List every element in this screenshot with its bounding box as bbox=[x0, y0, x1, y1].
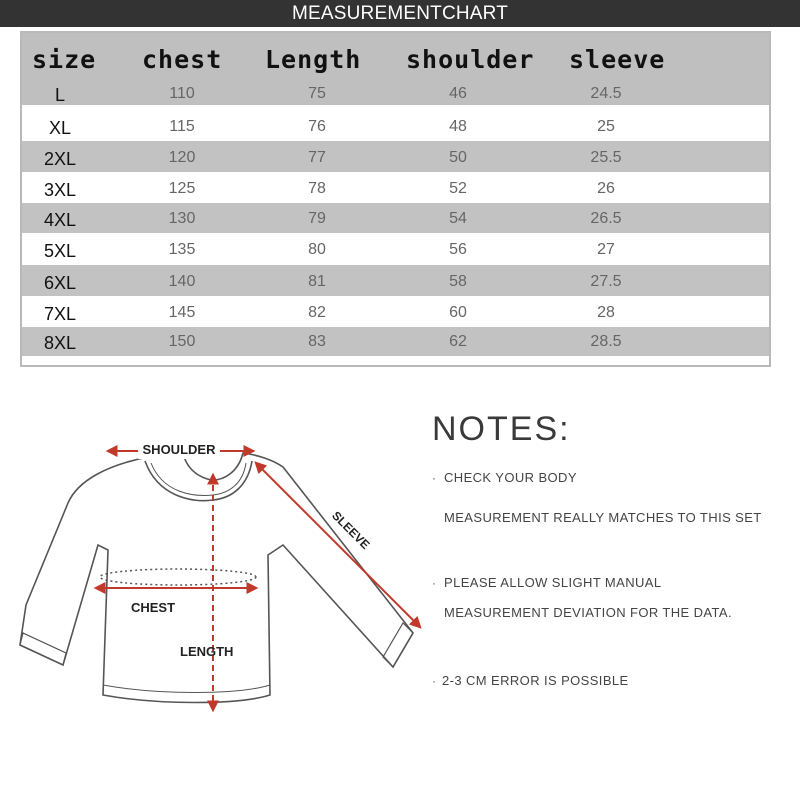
cell-shoulder: 62 bbox=[449, 333, 467, 350]
table-row bbox=[22, 327, 769, 356]
shirt-hem bbox=[103, 685, 270, 693]
chart-title: MEASUREMENTCHART bbox=[291, 3, 509, 24]
cell-size: 8XL bbox=[43, 333, 77, 353]
note-line-3: PLEASE ALLOW SLIGHT MANUAL bbox=[444, 575, 662, 590]
cell-shoulder: 54 bbox=[449, 210, 467, 227]
cell-size: 7XL bbox=[43, 304, 77, 324]
table-row bbox=[22, 233, 769, 265]
cell-chest: 130 bbox=[168, 210, 196, 227]
header-sleeve: sleeve bbox=[569, 45, 666, 74]
shirt-outline bbox=[20, 453, 413, 703]
notes-title: NOTES: bbox=[432, 410, 571, 448]
cell-sleeve: 27.5 bbox=[590, 273, 622, 290]
cell-length: 79 bbox=[308, 210, 326, 227]
header-chest: chest bbox=[142, 45, 223, 74]
cell-shoulder: 56 bbox=[449, 241, 467, 258]
cell-sleeve: 25 bbox=[597, 118, 615, 135]
cell-length: 76 bbox=[308, 118, 326, 135]
cell-chest: 135 bbox=[168, 241, 196, 258]
cell-length: 80 bbox=[308, 241, 326, 258]
cell-size: 6XL bbox=[43, 273, 77, 293]
cell-sleeve: 28.5 bbox=[590, 333, 622, 350]
cell-shoulder: 46 bbox=[449, 85, 467, 102]
cell-size: XL bbox=[48, 118, 72, 138]
header-shoulder: shoulder bbox=[406, 45, 535, 74]
cell-chest: 150 bbox=[168, 333, 196, 350]
sleeve-arrow bbox=[256, 463, 420, 627]
chest-label: CHEST bbox=[130, 600, 176, 615]
note-bullet: · bbox=[432, 471, 436, 485]
shirt-diagram bbox=[8, 405, 428, 740]
shirt-collar-rib bbox=[151, 463, 246, 495]
note-line-4: MEASUREMENT DEVIATION FOR THE DATA. bbox=[444, 605, 732, 620]
table-row bbox=[22, 265, 769, 296]
cell-size: 5XL bbox=[43, 241, 77, 261]
cell-length: 75 bbox=[308, 85, 326, 102]
note-line-5: 2-3 CM ERROR IS POSSIBLE bbox=[442, 673, 629, 688]
cell-chest: 110 bbox=[169, 85, 195, 102]
table-row bbox=[22, 203, 769, 233]
measurement-table bbox=[20, 31, 771, 367]
cell-shoulder: 52 bbox=[449, 180, 467, 197]
cell-length: 78 bbox=[308, 180, 326, 197]
cell-sleeve: 27 bbox=[597, 241, 615, 258]
chest-dotted-ellipse bbox=[100, 569, 256, 585]
table-row bbox=[22, 108, 769, 141]
table-row bbox=[22, 81, 769, 108]
cell-sleeve: 25.5 bbox=[590, 149, 622, 166]
title-banner bbox=[0, 0, 800, 27]
note-line-2: MEASUREMENT REALLY MATCHES TO THIS SET bbox=[444, 510, 762, 525]
table-row bbox=[22, 141, 769, 172]
cell-sleeve: 28 bbox=[597, 304, 615, 321]
cell-size: 4XL bbox=[43, 210, 77, 230]
cell-shoulder: 48 bbox=[449, 118, 467, 135]
table-row bbox=[22, 172, 769, 203]
cell-shoulder: 60 bbox=[449, 304, 467, 321]
cell-sleeve: 24.5 bbox=[590, 85, 622, 102]
cell-chest: 145 bbox=[168, 304, 196, 321]
cell-chest: 115 bbox=[169, 118, 195, 135]
cell-shoulder: 58 bbox=[449, 273, 467, 290]
cell-sleeve: 26.5 bbox=[590, 210, 622, 227]
cell-length: 81 bbox=[308, 273, 326, 290]
cell-shoulder: 50 bbox=[449, 149, 467, 166]
cell-sleeve: 26 bbox=[597, 180, 615, 197]
shoulder-label: SHOULDER bbox=[142, 442, 216, 457]
cell-size: 3XL bbox=[43, 180, 77, 200]
header-length: Length bbox=[265, 45, 362, 74]
cell-size: L bbox=[54, 85, 65, 105]
header-size: size bbox=[32, 45, 97, 74]
note-line-1: CHECK YOUR BODY bbox=[444, 470, 577, 485]
table-row bbox=[22, 296, 769, 327]
length-label: LENGTH bbox=[180, 644, 234, 659]
cell-size: 2XL bbox=[43, 149, 77, 169]
cell-chest: 125 bbox=[168, 180, 196, 197]
sleeve-label: SLEEVE bbox=[329, 508, 373, 552]
note-bullet: · bbox=[432, 674, 436, 688]
cell-length: 82 bbox=[308, 304, 326, 321]
note-bullet: · bbox=[432, 576, 436, 590]
cell-chest: 140 bbox=[168, 273, 196, 290]
cell-length: 83 bbox=[308, 333, 326, 350]
cell-chest: 120 bbox=[168, 149, 196, 166]
cell-length: 77 bbox=[308, 149, 326, 166]
